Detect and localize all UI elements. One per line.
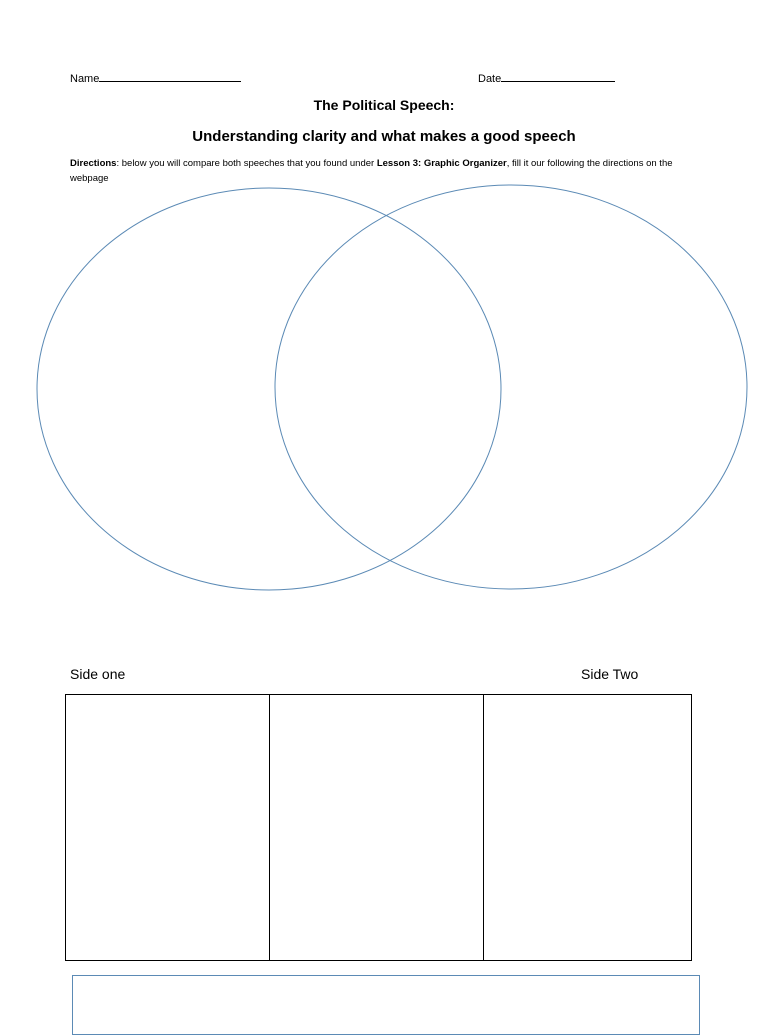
worksheet-subtitle: Understanding clarity and what makes a good speech bbox=[192, 128, 576, 145]
directions-body-1: : below you will compare both speeches that you found under bbox=[116, 158, 377, 169]
venn-right-circle[interactable] bbox=[275, 185, 747, 589]
table-divider-right bbox=[483, 695, 484, 960]
side-two-label: Side Two bbox=[581, 666, 639, 682]
side-one-label: Side one bbox=[70, 666, 126, 682]
directions-body-2: , fill it our following the directions on the webpage bbox=[70, 158, 673, 184]
lesson-reference: Lesson 3: Graphic Organizer bbox=[376, 158, 507, 169]
bottom-text-box[interactable] bbox=[72, 975, 700, 1035]
date-label: Date bbox=[478, 73, 502, 85]
worksheet-title: The Political Speech: bbox=[313, 97, 455, 113]
comparison-table bbox=[65, 694, 692, 961]
directions-label: Directions bbox=[70, 158, 117, 169]
venn-left-circle[interactable] bbox=[37, 188, 501, 590]
name-label: Name bbox=[70, 73, 100, 85]
table-divider-left bbox=[269, 695, 270, 960]
